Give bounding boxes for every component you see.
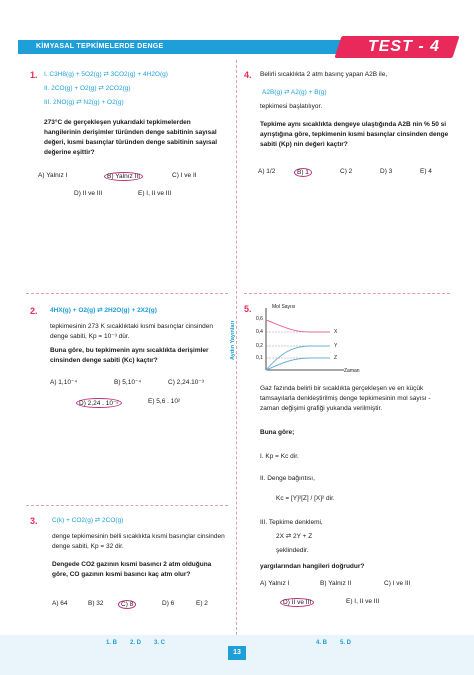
q4-question: Tepkime aynı sıcaklıkta dengeye ulaştığında A2B nin % 50 si ayrıştığına göre, tepkimenin kısmi basınçlar cinsinden denge sabiti (Kp) nin değeri kaçtır? — [260, 121, 449, 148]
q1-eq2: II. 2CO(g) + O2(g) ⇄ 2CO2(g) — [44, 85, 131, 92]
q3-number: 3. — [30, 516, 38, 526]
q3-eq: C(k) + CO2(g) ⇄ 2CO(g) — [52, 517, 124, 524]
q1-option-c[interactable]: C) I ve II — [172, 172, 197, 179]
q5-graph-ylabel: Mol Sayısı — [272, 304, 296, 310]
q5-tick-3: 0,2 — [256, 343, 263, 349]
q5-tick-1: 0,6 — [256, 316, 263, 322]
q5-option-c[interactable]: C) I ve III — [384, 580, 411, 587]
q2-option-e[interactable]: E) 5,6 . 10² — [148, 398, 181, 405]
header-title: KİMYASAL TEPKİMELERDE DENGE — [36, 43, 164, 50]
q5-statement-3-end: şeklindedir. — [276, 547, 309, 554]
q3-option-c[interactable] — [118, 600, 136, 609]
q4-option-c[interactable]: C) 2 — [340, 168, 353, 175]
q4-text1: Belirli sıcaklıkta 2 atm basınç yapan A2B ile, — [260, 71, 388, 78]
q5-statement-2-formula: Kc = [Y]²[Z] / [X]² dir. — [276, 495, 335, 502]
q1-option-a[interactable]: A) Yalnız I — [38, 172, 68, 179]
q5-graph — [252, 304, 352, 378]
q3-option-d[interactable]: D) 6 — [162, 600, 175, 607]
q4-option-e[interactable]: E) 4 — [420, 168, 432, 175]
header — [0, 36, 474, 56]
q3-question: Dengede CO2 gazının kısmi basıncı 2 atm olduğuna göre, CO gazının kısmi basıncı kaç atm olur? — [52, 561, 212, 578]
q2-option-a[interactable]: A) 1,10⁻⁴ — [50, 379, 78, 386]
q1-text: 273°C de gerçekleşen yukarıdaki tepkimelerden hangilerinin derişimler türünden denge sabitinin sayısal değeri, kısmi basınçlar türünden denge sabitinin sayısal değerine eşittir? — [44, 119, 218, 156]
q3-option-a[interactable]: A) 64 — [52, 600, 68, 607]
q2-eq: 4HX(g) + O2(g) ⇄ 2H2O(g) + 2X2(g) — [50, 307, 157, 314]
row-divider-left-2 — [26, 505, 228, 506]
footer-answer-4: 4. B — [316, 640, 328, 646]
q3-text: denge tepkimesinin belli sıcaklıkta kısmi basınçlar cinsinden denge sabiti, Kp = 32 dir. — [52, 533, 225, 550]
q4-text2: tepkimesi başlatılıyor. — [260, 103, 323, 110]
footer-answer-3: 3. C — [154, 640, 166, 646]
q4-option-b[interactable] — [294, 168, 312, 177]
q5-statement-1: I. Kp = Kc dir. — [260, 453, 299, 460]
q5-number: 5. — [244, 304, 252, 314]
q1-option-b-label: B) Yalnız III — [104, 172, 143, 181]
q5-ask: yargılarından hangileri doğrudur? — [260, 563, 365, 570]
q2-option-d[interactable] — [76, 398, 122, 408]
q2-number: 2. — [30, 306, 38, 316]
q5-statement-2: II. Denge bağıntısı, — [260, 475, 315, 482]
q1-option-d[interactable]: D) II ve III — [74, 190, 103, 197]
q2-text: tepkimesinin 273 K sıcaklıktaki kısmi basınçlar cinsinden denge sabiti, Kp = 10⁻³ dür. — [50, 323, 213, 340]
row-divider-right — [244, 293, 450, 294]
q4-number: 4. — [244, 70, 252, 80]
q5-option-b[interactable]: B) Yalnız II — [320, 580, 352, 587]
q5-label-x: X — [334, 329, 338, 335]
footer-answer-1: 1. B — [106, 640, 118, 646]
q5-graph-xlabel: Zaman — [344, 368, 360, 374]
q3-option-c-label: C) 8 — [118, 600, 136, 609]
q5-option-d[interactable] — [280, 598, 314, 607]
q5-tick-4: 0,1 — [256, 355, 263, 361]
q4-option-a[interactable]: A) 1/2 — [258, 168, 276, 175]
q5-option-a[interactable]: A) Yalnız I — [260, 580, 290, 587]
q4-option-d[interactable]: D) 3 — [380, 168, 393, 175]
q2-option-c[interactable]: C) 2,24.10⁻³ — [168, 379, 204, 386]
q2-option-d-label: D) 2,24 . 10⁻² — [76, 398, 122, 408]
footer-answer-2: 2. D — [130, 640, 142, 646]
test-badge-label: TEST - 4 — [367, 38, 440, 55]
q5-statement-3-eq: 2X ⇄ 2Y + Z — [276, 533, 313, 540]
q3-option-b[interactable]: B) 32 — [88, 600, 104, 607]
q5-label-z: Z — [334, 355, 338, 361]
page-number: 13 — [228, 646, 246, 660]
q3-option-e[interactable]: E) 2 — [196, 600, 208, 607]
q5-label-y: Y — [334, 343, 338, 349]
q2-option-b[interactable]: B) 5,10⁻⁴ — [114, 379, 142, 386]
q5-tick-2: 0,4 — [256, 329, 263, 335]
row-divider-left — [26, 293, 228, 294]
q2-question: Buna göre, bu tepkimenin aynı sıcaklıkta derişimler cinsinden denge sabiti (Kc) kaçtır? — [50, 347, 209, 364]
q5-option-d-label: D) II ve III — [280, 598, 314, 607]
q1-option-b[interactable] — [104, 172, 143, 181]
q5-question: Buna göre; — [260, 429, 295, 436]
q1-number: 1. — [30, 70, 38, 80]
q1-eq1: I. C3H8(g) + 5O2(g) ⇄ 3CO2(g) + 4H2O(g) — [44, 71, 168, 78]
q5-text: Gaz fazında belirli bir sıcaklıkta gerçekleşen ve en küçük tamsayılarla denkleştirilmiş denge tepkimesinin mol sayısı - zaman değişimi grafiği yukarıda verilmiştir. — [260, 385, 431, 412]
q5-statement-3: III. Tepkime denklemi, — [260, 519, 323, 526]
q5-option-e[interactable]: E) I, II ve III — [346, 598, 380, 605]
q4-option-b-label: B) 1 — [294, 168, 312, 177]
footer-answer-5: 5. D — [340, 640, 352, 646]
q1-eq3: III. 2NO(g) ⇄ N2(g) + O2(g) — [44, 99, 124, 106]
q1-option-e[interactable]: E) I, II ve III — [138, 190, 172, 197]
side-publisher: Aydın Yayınları — [230, 320, 236, 360]
q4-eq: A2B(g) ⇄ A2(g) + B(g) — [262, 89, 327, 96]
column-divider — [236, 60, 237, 635]
